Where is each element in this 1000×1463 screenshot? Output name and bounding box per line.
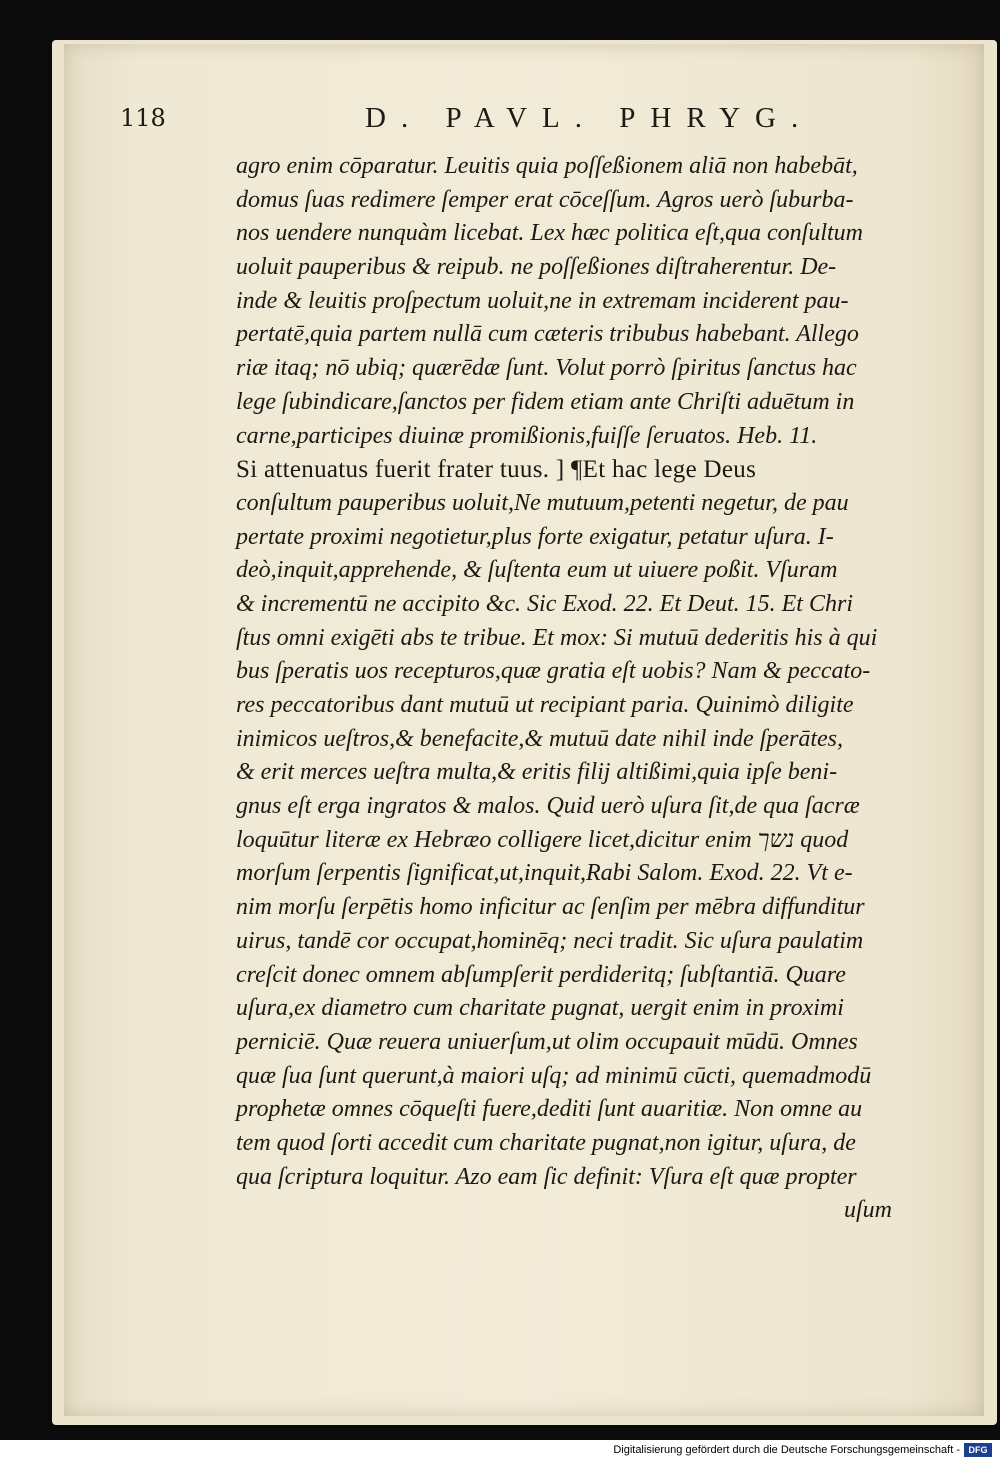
body-text — [236, 150, 916, 1228]
text-line-13: deò,inquit,apprehende, & ſuſtenta eum ut uiuere poßit. Vſuram — [236, 557, 838, 584]
text-line-6: pertatē,quia partem nullā cum cæteris tribubus habebant. Allego — [236, 321, 859, 348]
text-line-20: gnus eſt erga ingratos & malos. Quid uerò uſura ſit,de qua ſacræ — [236, 793, 860, 820]
text-line-30: tem quod ſorti accedit cum charitate pugnat,non igitur, uſura, de — [236, 1129, 856, 1156]
lemma-line: Si attenuatus fuerit frater tuus. ] ¶Et hac lege Deus — [236, 456, 757, 484]
text-line-21: loquūtur literæ ex Hebræo colligere licet,dicitur enim נשך quod — [236, 826, 849, 853]
catchword: uſum — [844, 1197, 892, 1224]
text-line-27: perniciē. Quæ reuera uniuerſum,ut olim occupauit mūdū. Omnes — [236, 1028, 858, 1055]
text-line-22: morſum ſerpentis ſignificat,ut,inquit,Rabi Salom. Exod. 22. Vt e- — [236, 860, 853, 887]
text-line-25: creſcit donec omnem abſumpſerit perdideritq; ſubſtantiā. Quare — [236, 961, 846, 988]
text-line-31: qua ſcriptura loquitur. Azo eam ſic definit: Vſura eſt quæ propter — [236, 1163, 857, 1190]
text-line-12: pertate proximi negotietur,plus forte exigatur, petatur uſura. I- — [236, 523, 834, 550]
text-line-17: res peccatoribus dant mutuū ut recipiant paria. Quinimò diligite — [236, 692, 854, 718]
text-line-7: riæ itaq; nō ubiq; quærēdæ ſunt. Volut porrò ſpiritus ſanctus hac — [236, 355, 857, 382]
text-line-15: ſtus omni exigēti abs te tribue. Et mox: Si mutuū dederitis his à qui — [236, 624, 878, 651]
text-line-23: nim morſu ſerpētis homo inficitur ac ſenſim per mēbra diffunditur — [236, 894, 865, 921]
running-head — [120, 100, 820, 140]
text-line-18: inimicos ueſtros,& benefacite,& mutuū date nihil inde ſperātes, — [236, 725, 844, 752]
running-head-title: D. PAVL. PHRYG. — [365, 102, 814, 134]
text-line-9: carne,participes diuinæ promißionis,fuiſſe ſeruatos. Heb. 11. — [236, 422, 818, 449]
text-line-24: uirus, tandē cor occupat,hominēq; neci tradit. Sic uſura paulatim — [236, 927, 864, 954]
text-line-3: nos uendere nunquàm licebat. Lex hæc politica eſt,qua conſultum — [236, 220, 863, 247]
text-line-16: bus ſperatis uos recepturos,quæ gratia eſt uobis? Nam & peccato- — [236, 658, 871, 685]
text-line-1: agro enim cōparatur. Leuitis quia poſſeßionem aliā non habebāt, — [236, 153, 858, 179]
text-line-26: uſura,ex diametro cum charitate pugnat, uergit enim in proximi — [236, 995, 844, 1022]
text-line-11: conſultum pauperibus uoluit,Ne mutuum,petenti negetur, de pau — [236, 489, 849, 516]
footer-bar — [0, 1440, 1000, 1463]
text-line-29: prophetæ omnes cōqueſti fuere,dediti ſunt auaritiæ. Non omne au — [236, 1096, 863, 1123]
text-line-14: & incrementū ne accipito &c. Sic Exod. 22. Et Deut. 15. Et Chri — [236, 590, 853, 617]
text-line-4: uoluit pauperibus & reipub. ne poſſeßiones diſtraherentur. De- — [236, 254, 837, 281]
text-line-19: & erit merces ueſtra multa,& eritis filij altißimi,quia ipſe beni- — [236, 759, 838, 786]
text-line-2: domus ſuas redimere ſemper erat cōceſſum. Agros uerò ſuburba- — [236, 186, 854, 213]
text-line-5: inde & leuitis proſpectum uoluit,ne in extremam inciderent pau- — [236, 287, 849, 314]
text-line-8: lege ſubindicare,ſanctos per fidem etiam ante Chriſti aduētum in — [236, 388, 855, 415]
text-line-28: quæ ſua ſunt querunt,à maiori uſq; ad minimū cūcti, quemadmodū — [236, 1062, 872, 1089]
footer-credit: Digitalisierung gefördert durch die Deutsche Forschungsgemeinschaft - — [613, 1444, 960, 1456]
dfg-logo-icon: DFG — [964, 1443, 992, 1457]
page-number: 118 — [120, 104, 166, 132]
